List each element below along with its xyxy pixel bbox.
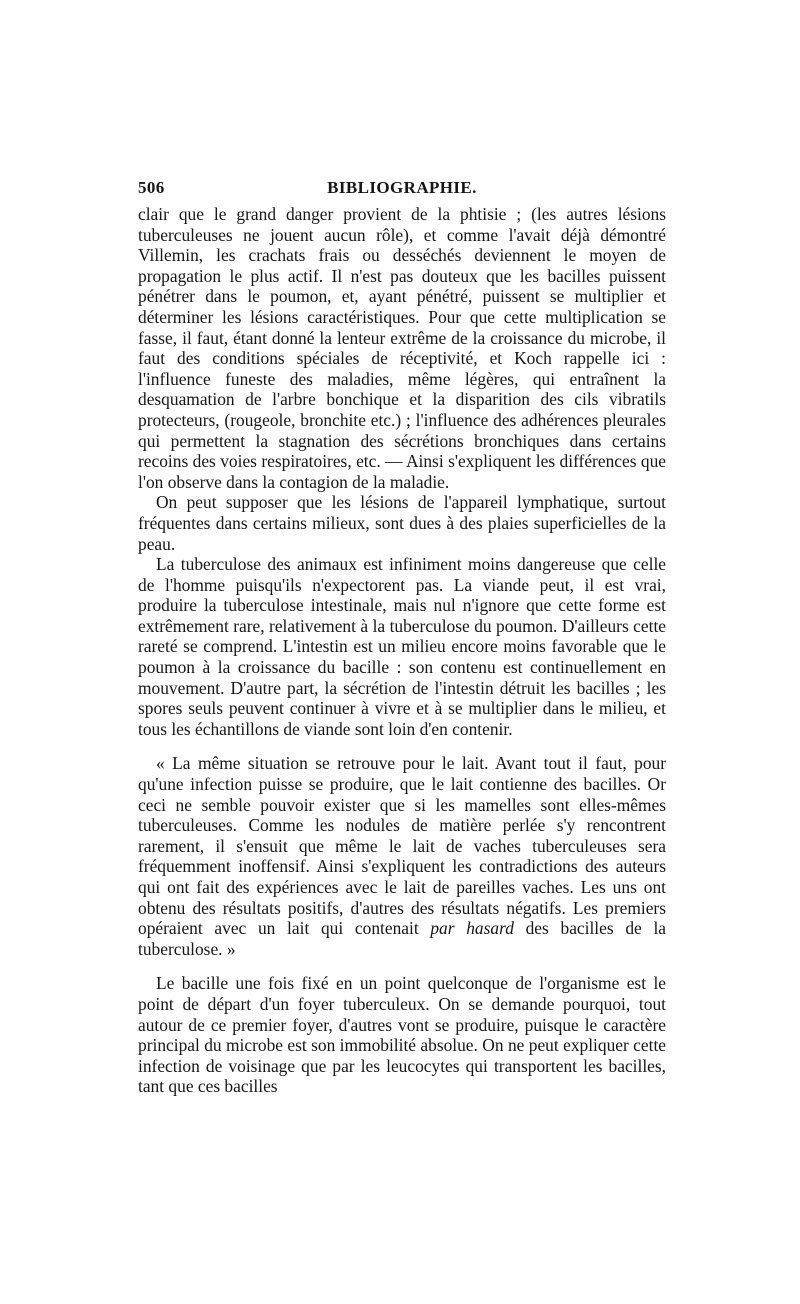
paragraph-continued-phtisie: clair que le grand danger provient de la phtisie ; (les autres lésions tuberculeuses ne jouent aucun rôle), et comme l'avait déjà démontré Villemin, les crachats frais ou desséchés deviennent le moyen de propagation le plus actif. Il n'est pas douteux que les bacilles puissent pénétrer dans le poumon, et, ayant pénétré, puissent se multiplier et déterminer les lésions caractéristiques. Pour que cette multiplication se fasse, il faut, étant donné la lenteur extrême de la croissance du microbe, il faut des conditions spéciales de réceptivité, et Koch rappelle ici : l'influence funeste des maladies, même légères, qui entraînent la desquamation de l'arbre bonchique et la disparition des cils vibratils protecteurs, (rougeole, bronchite etc.) ; l'influence des adhérences pleurales qui permettent la stagnation des sécrétions bronchiques dans certains recoins des voies respiratoires, etc. — Ainsi s'expliquent les différences que l'on observe dans la contagion de la maladie. — [138, 204, 666, 492]
quotation-text-before: « La même situation se retrouve pour le lait. Avant tout il faut, pour qu'une infection puisse se produire, que le lait contienne des bacilles. Or ceci ne semble pouvoir exister que si les mamelles sont elles-mêmes tuberculeuses. Comme les nodules de matière perlée s'y rencontrent rarement, il s'ensuit que même le lait de vaches tuberculeuses sera fréquemment inoffensif. Ainsi s'expliquent les contradictions des auteurs qui ont fait des expériences avec le lait de pareilles vaches. Les uns ont obtenu des résultats positifs, d'autres des résultats négatifs. Les premiers opéraient avec un lait qui contenait — [138, 753, 666, 939]
paragraph-animal-tuberculosis: La tuberculose des animaux est infiniment moins dangereuse que celle de l'homme puisqu'ils n'expectorent pas. La viande peut, il est vrai, produire la tuberculose intestinale, mais nul n'ignore que cette forme est extrêmement rare, relativement à la tuberculose du poumon. D'ailleurs cette rareté se comprend. L'intestin est un milieu encore moins favorable que le poumon à la croissance du bacille : son contenu est continuellement en mouvement. D'autre part, la sécrétion de l'intestin détruit les bacilles ; les spores seuls peuvent continuer à vivre et à se multiplier dans le milieu, et tous les échantillons de viande sont loin d'en contenir. — [138, 554, 666, 739]
page-number: 506 — [138, 178, 165, 197]
paragraph-milk-quotation — [138, 753, 666, 959]
quotation-emphasis: par hasard — [430, 918, 514, 939]
paragraph-lymphatic-lesions: On peut supposer que les lésions de l'appareil lymphatique, surtout fréquentes dans certains milieux, sont dues à des plaies superficielles de la peau. — [138, 492, 666, 554]
book-page — [138, 174, 666, 1097]
body-text — [138, 204, 666, 1097]
running-title: BIBLIOGRAPHIE. — [327, 178, 477, 197]
quotation-text-after: des bacilles de la tuberculose. » — [138, 918, 666, 959]
running-header — [138, 174, 666, 204]
paragraph-bacillus-focus: Le bacille une fois fixé en un point quelconque de l'organisme est le point de départ d'un foyer tuberculeux. On se demande pourquoi, tout autour de ce premier foyer, d'autres vont se produire, puisque le caractère principal du microbe est son immobilité absolue. On ne peut expliquer cette infection de voisinage que par les leucocytes qui transportent les bacilles, tant que ces bacilles — [138, 973, 666, 1097]
